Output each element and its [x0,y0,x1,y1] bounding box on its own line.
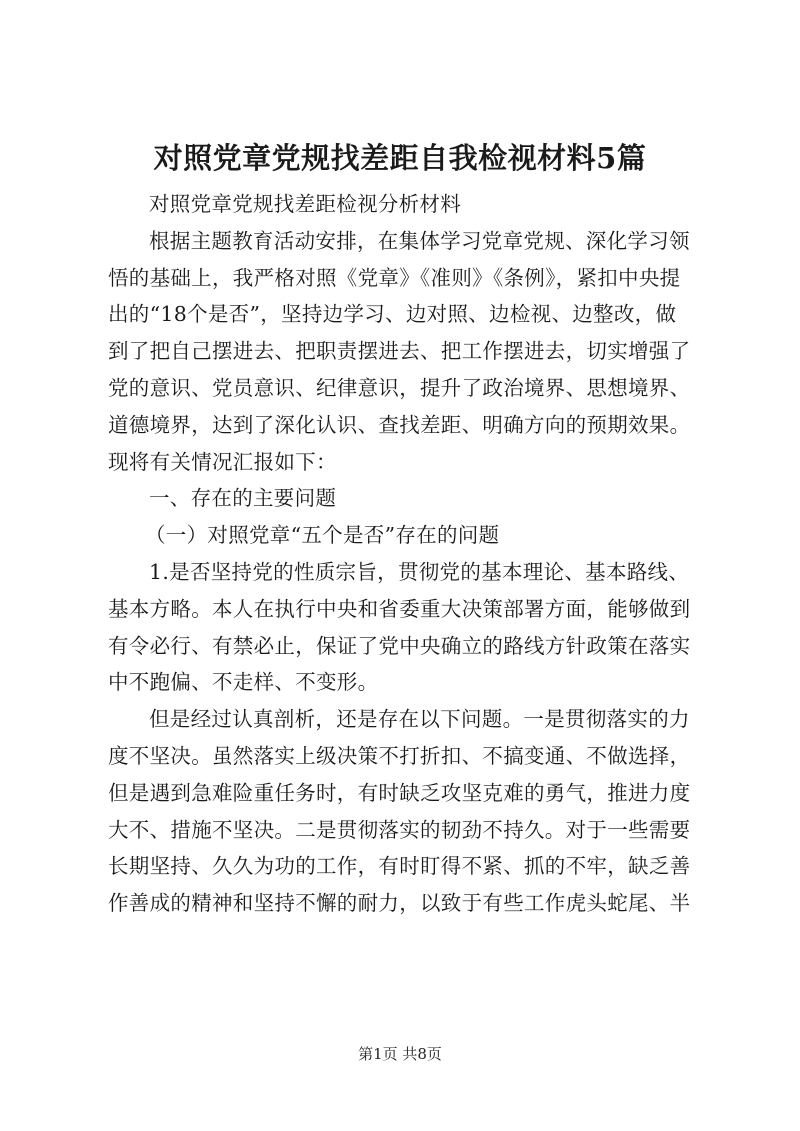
subsection-heading: （一）对照党章“五个是否”存在的问题 [145,523,500,548]
paragraph-line: 基本方略。本人在执行中央和省委重大决策部署方面，能够做到 [108,596,691,621]
paragraph-line: 中不跑偏、不走样、不变形。 [108,670,379,695]
page-number-footer: 第1页 共8页 [358,1045,442,1063]
paragraph-line: 大不、措施不坚决。二是贯彻落实的韧劲不持久。对于一些需要 [108,817,691,842]
paragraph-line: 长期坚持、久久为功的工作，有时盯得不紧、抓的不牢，缺乏善 [108,854,691,879]
paragraph-line: 道德境界，达到了深化认识、查找差距、明确方向的预期效果。 [108,412,691,437]
paragraph-line: 到了把自己摆进去、把职责摆进去、把工作摆进去，切实增强了 [108,339,691,364]
section-heading: 一、存在的主要问题 [149,486,337,511]
subtitle-line: 对照党章党规找差距检视分析材料 [149,192,461,216]
document-title: 对照党章党规找差距自我检视材料5篇 [153,141,647,175]
paragraph-line: 党的意识、党员意识、纪律意识，提升了政治境界、思想境界、 [108,375,691,400]
paragraph-line: 出的“18个是否”，坚持边学习、边对照、边检视、边整改，做 [108,302,677,327]
paragraph-line: 1.是否坚持党的性质宗旨，贯彻党的基本理论、基本路线、 [149,559,690,584]
paragraph-line: 根据主题教育活动安排，在集体学习党章党规、深化学习领 [149,228,690,253]
paragraph-line: 现将有关情况汇报如下： [108,449,337,474]
paragraph-line: 有令必行、有禁必止，保证了党中央确立的路线方针政策在落实 [108,633,691,658]
paragraph-line: 但是经过认真剖析，还是存在以下问题。一是贯彻落实的力 [149,707,690,732]
paragraph-line: 悟的基础上，我严格对照《党章》《准则》《条例》，紧扣中央提 [108,265,681,290]
paragraph-line: 度不坚决。虽然落实上级决策不打折扣、不搞变通、不做选择， [108,743,691,768]
document-body [108,186,718,922]
paragraph-line: 作善成的精神和坚持不懈的耐力，以致于有些工作虎头蛇尾、半 [108,891,691,916]
paragraph-line: 但是遇到急难险重任务时，有时缺乏攻坚克难的勇气，推进力度 [108,780,691,805]
